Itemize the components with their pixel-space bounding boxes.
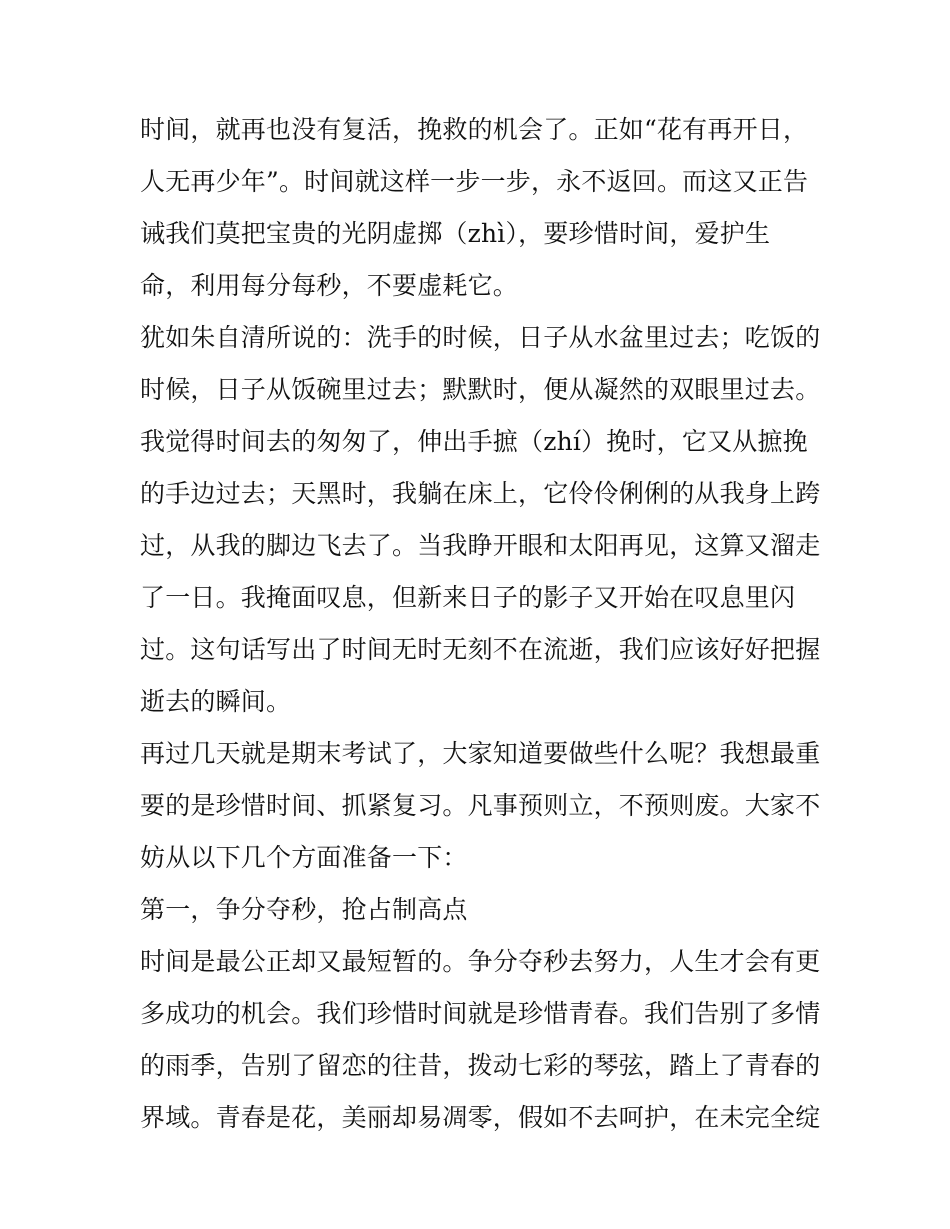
text-line: 多成功的机会。我们珍惜时间就是珍惜青春。我们告别了多情 (140, 999, 821, 1028)
text-line: 时间是最公正却又最短暂的。争分夺秒去努力，人生才会有更 (140, 947, 821, 976)
text-line: 犹如朱自清所说的：洗手的时候，日子从水盆里过去；吃饭的 (140, 323, 821, 352)
text-line: 过，从我的脚边飞去了。当我睁开眼和太阳再见，这算又溜走 (140, 531, 821, 560)
text-line: 诫我们莫把宝贵的光阴虚掷（zhì），要珍惜时间，爱护生 (140, 219, 771, 248)
text-line: 要的是珍惜时间、抓紧复习。凡事预则立，不预则废。大家不 (140, 791, 821, 820)
text-line: 人无再少年”。时间就这样一步一步，永不返回。而这又正告 (140, 167, 809, 196)
text-line: 界域。青春是花，美丽却易凋零，假如不去呵护，在未完全绽 (140, 1103, 821, 1132)
text-line: 的雨季，告别了留恋的往昔，拨动七彩的琴弦，踏上了青春的 (140, 1051, 821, 1080)
text-line: 妨从以下几个方面准备一下： (140, 843, 468, 872)
text-line: 的手边过去；天黑时，我躺在床上，它伶伶俐俐的从我身上跨 (140, 479, 821, 508)
text-line: 逝去的瞬间。 (140, 687, 292, 716)
text-line: 了一日。我掩面叹息，但新来日子的影子又开始在叹息里闪 (140, 583, 796, 612)
section-heading: 第一，争分夺秒，抢占制高点 (140, 895, 468, 924)
text-line: 时间，就再也没有复活，挽救的机会了。正如“花有再开日， (140, 115, 809, 144)
text-line: 再过几天就是期末考试了，大家知道要做些什么呢？我想最重 (140, 739, 821, 768)
text-line: 命，利用每分每秒，不要虚耗它。 (140, 271, 519, 300)
text-line: 我觉得时间去的匆匆了，伸出手摭（zhí）挽时，它又从摭挽 (140, 427, 808, 456)
text-line: 过。这句话写出了时间无时无刻不在流逝，我们应该好好把握 (140, 635, 821, 664)
document-body (140, 104, 830, 1144)
text-line: 时候，日子从饭碗里过去；默默时，便从凝然的双眼里过去。 (140, 375, 821, 404)
